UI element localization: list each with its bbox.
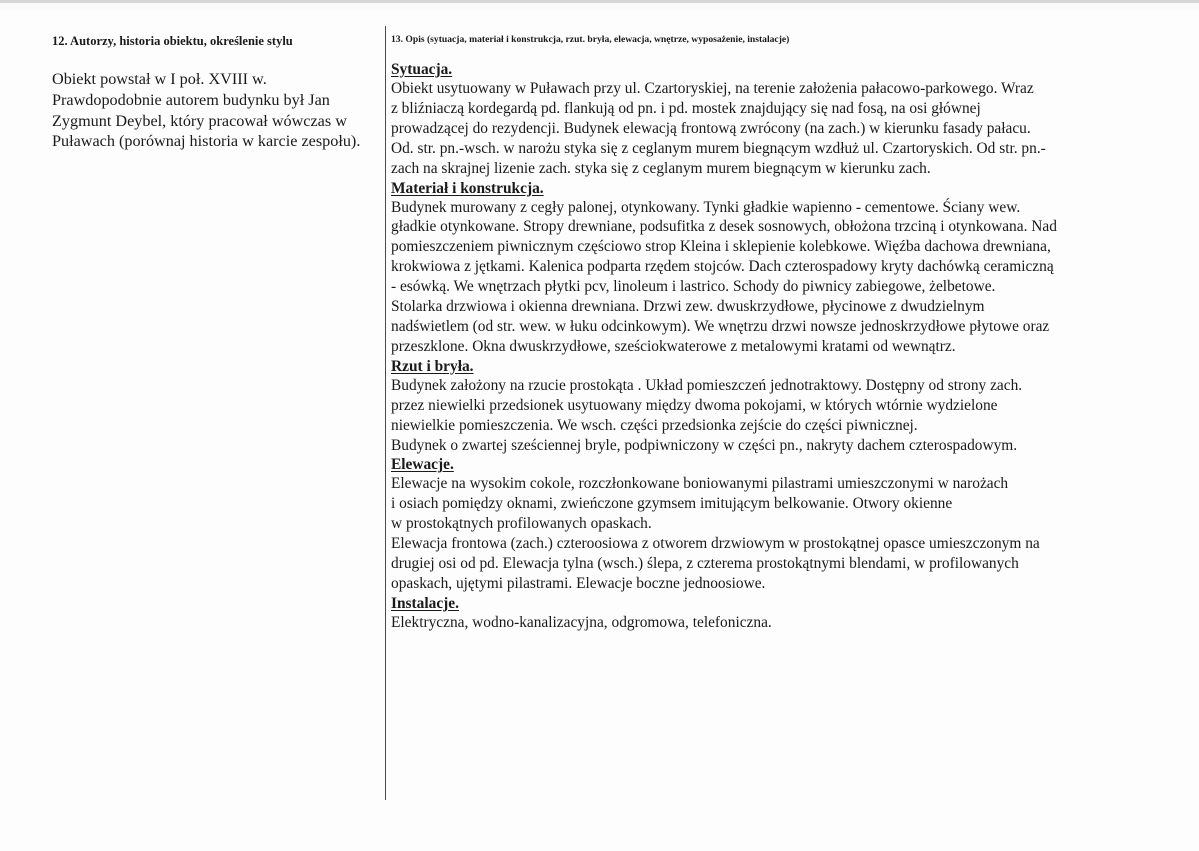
column-divider	[385, 26, 386, 800]
section-text-line: Od. str. pn.-wsch. w narożu styka się z ceglanym murem biegnącym wzdłuż ul. Czartoryskich. Od str. pn.-	[391, 139, 1046, 157]
section-text-line: opaskach, ujętymi pilastrami. Elewacje boczne jednoosiowe.	[391, 574, 766, 592]
section-rzut-i-bryla	[391, 357, 1131, 456]
authors-history-column	[52, 33, 370, 152]
section-text-line: zach na skrajnej lizenie zach. styka się z ceglanym murem biegnącym w kierunku zach.	[391, 159, 931, 177]
section-material-i-konstrukcja	[391, 179, 1131, 357]
section-text-line: niewielkie pomieszczenia. We wsch. części przedsionka zejście do części piwnicznej.	[391, 416, 918, 434]
section-text-line: Elewacje na wysokim cokole, rozczłonkowane boniowanymi pilastrami umieszczonymi w narożach	[391, 475, 1009, 493]
authors-history-heading: 12. Autorzy, historia obiektu, określenie stylu	[52, 34, 293, 48]
section-title: Materiał i konstrukcja.	[391, 179, 544, 197]
section-text-line: przez niewielki przedsionek usytuowany między dwoma pokojami, w których wtórnie wydzielone	[391, 396, 998, 414]
section-text-line: krokwiowa z jętkami. Kalenica podparta rzędem stojców. Dach czterospadowy kryty dachówką ceramiczną	[391, 258, 1054, 276]
section-text-line: prowadzącej do rezydencji. Budynek elewacją frontową zwrócony (na zach.) w kierunku fasady pałacu.	[391, 119, 1031, 137]
section-text-line: Budynek założony na rzucie prostokąta . Układ pomieszczeń jednotraktowy. Dostępny od strony zach.	[391, 376, 1023, 394]
section-text-line: Budynek o zwartej sześciennej bryle, podpiwniczony w części pn., nakryty dachem czterospadowym.	[391, 436, 1018, 454]
section-elewacje	[391, 455, 1131, 593]
section-text-line: gładkie otynkowane. Stropy drewniane, podsufitka z desek sosnowych, obłożona trzciną i otynkowana. Nad	[391, 218, 1057, 236]
section-text-line: pomieszczeniem piwnicznym częściowo strop Kleina i sklepienie kolebkowe. Więźba dachowa drewniana,	[391, 238, 1051, 256]
section-sytuacja	[391, 60, 1131, 179]
section-text-line: Obiekt usytuowany w Puławach przy ul. Czartoryskiej, na terenie założenia pałacowo-parkowego. Wraz	[391, 80, 1034, 97]
section-text-line: i osiach pomiędzy oknami, zwieńczone gzymsem imitującym belkowanie. Otwory okienne	[391, 495, 953, 513]
section-title: Elewacje.	[391, 456, 454, 474]
section-text-line: nadświetlem (od str. wew. w łuku odcinkowym). We wnętrzu drzwi nowsze jednoskrzydłowe płytowe oraz	[391, 317, 1050, 335]
section-text-line: Stolarka drzwiowa i okienna drewniana. Drzwi zew. dwuskrzydłowe, płycinowe z dwudzielnym	[391, 298, 985, 316]
section-title: Sytuacja.	[391, 61, 453, 78]
section-title: Rzut i bryła.	[391, 357, 474, 375]
section-text-line: Budynek murowany z cegły palonej, otynkowany. Tynki gładkie wapienno - cementowe. Ściany wew.	[391, 198, 1021, 216]
section-instalacje	[391, 594, 1131, 633]
description-sections	[391, 60, 1131, 633]
description-column	[391, 33, 1131, 633]
section-text-line: z bliźniaczą kordegardą pd. flankują od pn. i pd. mostek znajdujący się nad fosą, na osi głównej	[391, 99, 981, 117]
top-edge-rule	[0, 0, 1199, 3]
section-title: Instalacje.	[391, 594, 459, 612]
section-text-line: Elektryczna, wodno-kanalizacyjna, odgromowa, telefoniczna.	[391, 613, 772, 631]
description-heading: 13. Opis (sytuacja, materiał i konstrukcja, rzut. bryła, elewacja, wnętrze, wyposażenie, instalacje)	[391, 34, 790, 45]
section-text-line: przeszklone. Okna dwuskrzydłowe, sześciokwaterowe z metalowymi kratami od wewnątrz.	[391, 337, 956, 355]
section-text-line: Elewacja frontowa (zach.) czteroosiowa z otworem drzwiowym w prostokątnej opasce umieszczonym na	[391, 535, 1040, 553]
section-text-line: drugiej osi od pd. Elewacja tylna (wsch.) ślepa, z czterema prostokątnymi blendami, w profilowanych	[391, 555, 1019, 573]
section-text-line: w prostokątnych profilowanych opaskach.	[391, 515, 652, 533]
section-text-line: - esówką. We wnętrzach płytki pcv, linoleum i lastrico. Schody do piwnicy zabiegowe, żelbetowe.	[391, 278, 996, 296]
authors-history-text: Obiekt powstał w I poł. XVIII w. Prawdopodobnie autorem budynku był Jan Zygmunt Deybel, który pracował wówczas w Puławach (porównaj historia w karcie zespołu).	[52, 70, 361, 151]
